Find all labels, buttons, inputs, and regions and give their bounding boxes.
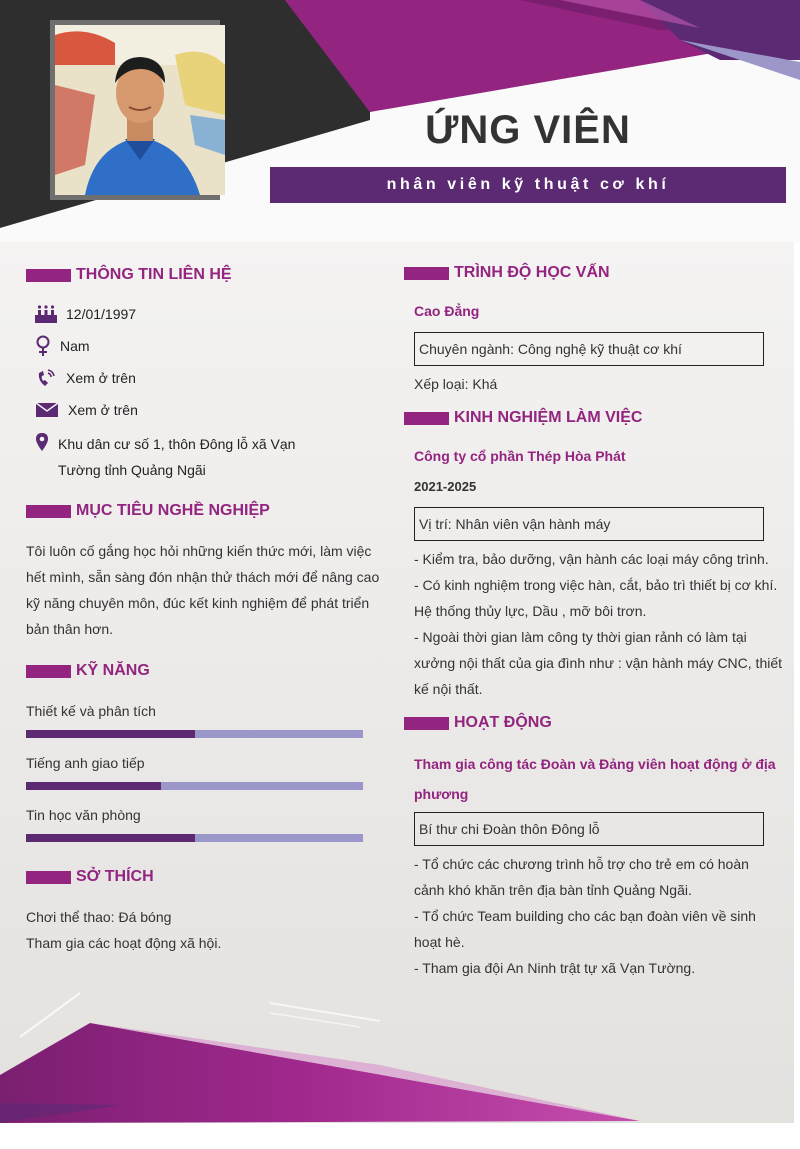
major-box: Chuyên ngành: Công nghệ kỹ thuật cơ khí [414, 332, 764, 366]
section-objective-heading: MỤC TIÊU NGHỀ NGHIỆP [26, 502, 270, 520]
skill-bar [26, 782, 363, 790]
work-period: 2021-2025 [414, 479, 477, 494]
school-name: Cao Đẳng [414, 303, 480, 319]
skill-name: Thiết kế và phân tích [26, 703, 156, 719]
contact-gender: Nam [34, 335, 90, 357]
section-activities-heading: HOẠT ĐỘNG [404, 714, 552, 732]
section-skills-heading: KỸ NĂNG [26, 662, 150, 680]
section-hobbies-heading: SỞ THÍCH [26, 868, 154, 886]
footer-decoration [0, 985, 800, 1149]
skill-bar [26, 834, 363, 842]
map-marker-icon [34, 431, 50, 453]
female-gender-icon [34, 335, 52, 357]
company-name: Công ty cổ phần Thép Hòa Phát [414, 448, 626, 464]
skill-bar [26, 730, 363, 738]
section-education-heading: TRÌNH ĐỘ HỌC VẤN [404, 264, 610, 282]
role-box: Bí thư chi Đoàn thôn Đông lỗ [414, 812, 764, 846]
envelope-icon [34, 399, 60, 421]
skill-name: Tin học văn phòng [26, 807, 141, 823]
contact-birthday: 12/01/1997 [34, 303, 136, 325]
section-experience-heading: KINH NGHIỆM LÀM VIỆC [404, 409, 642, 427]
objective-text: Tôi luôn cố gắng học hỏi những kiến thức mới, làm việc hết mình, sẵn sàng đón nhận thử thách mới để nâng cao kỹ năng chuyên môn, đúc kết kinh nghiệm để phát triển bản thân hơn. [26, 543, 380, 637]
position-box: Vị trí: Nhân viên vận hành máy [414, 507, 764, 541]
page-title: ỨNG VIÊN [425, 108, 631, 152]
grade-text: Xếp loại: Khá [414, 376, 498, 392]
job-title: nhân viên kỹ thuật cơ khí [386, 176, 670, 193]
phone-icon [34, 367, 58, 389]
activities-description: - Tổ chức các chương trình hỗ trợ cho trẻ em có hoàn cảnh khó khăn trên địa bàn tỉnh Quảng Ngãi. - Tổ chức Team building cho các bạn đoàn viên về sinh hoạt hè. - Tham gia đội An Ninh trật tự xã Vạn Tường. [414, 856, 756, 976]
contact-address: Khu dân cư số 1, thôn Đông lỗ xã Vạn Tường tỉnh Quảng Ngãi [34, 431, 295, 483]
experience-description: - Kiểm tra, bảo dưỡng, vận hành các loại máy công trình. - Có kinh nghiệm trong việc hàn, cắt, bảo trì thiết bị cơ khí. Hệ thống thủy lực, Dầu , mỡ bôi trơn. - Ngoài thời gian làm công ty thời gian rảnh có làm tại xưởng nội thất của gia đình như : vận hành máy CNC, thiết kế nội thất. [414, 551, 783, 697]
birthday-cake-icon [34, 303, 58, 325]
person-photo-icon [55, 25, 225, 195]
contact-email: Xem ở trên [34, 399, 138, 421]
contact-phone: Xem ở trên [34, 367, 136, 389]
activity-title: Tham gia công tác Đoàn và Đảng viên hoạt động ở địa phương [414, 756, 776, 802]
skill-name: Tiếng anh giao tiếp [26, 755, 145, 771]
job-title-bar [270, 167, 786, 203]
section-contact-heading: THÔNG TIN LIÊN HỆ [26, 266, 232, 284]
profile-photo [55, 25, 225, 195]
hobbies-text: Chơi thể thao: Đá bóng Tham gia các hoạt động xã hội. [26, 909, 222, 951]
